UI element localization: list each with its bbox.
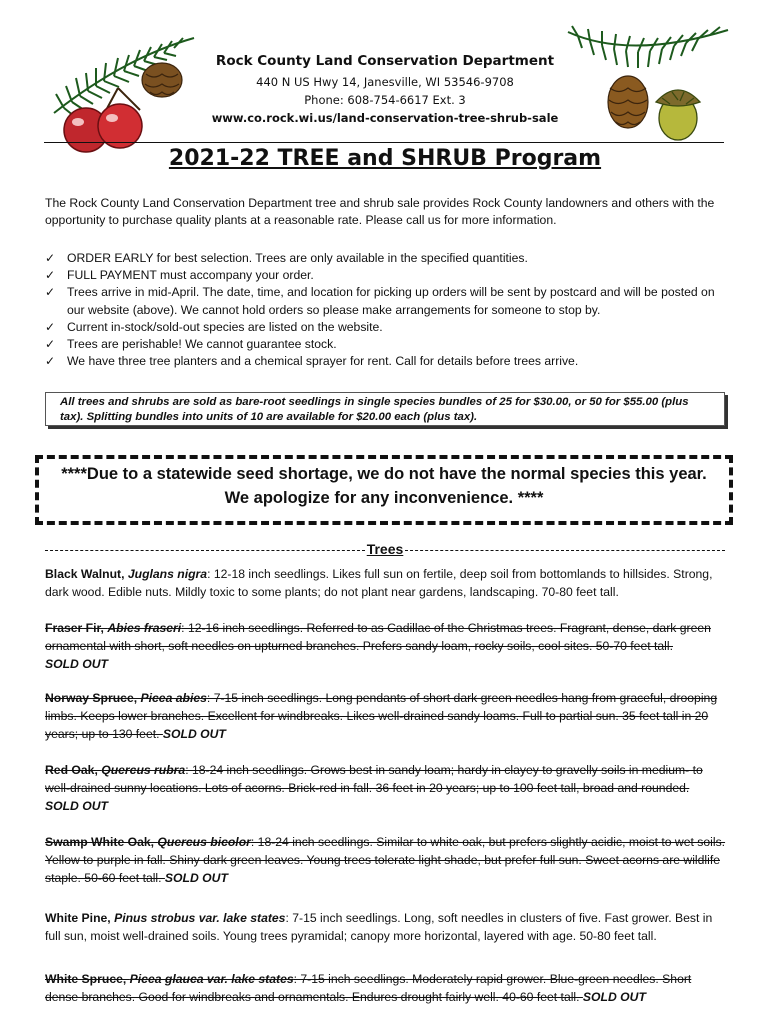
tree-description: : 12-16 inch seedlings. Referred to as Cadillac of the Christmas trees. Fragrant, dense, dark green ornamental with short, soft needles on upturned branches. Prefers sandy loam, rocky soils, cool sites. 50-70 feet tall.: [45, 621, 711, 653]
tree-common-name: White Spruce,: [45, 972, 130, 986]
phone: Phone: 608-754-6617 Ext. 3: [304, 93, 466, 107]
tree-scientific-name: Picea abies: [140, 691, 207, 705]
tree-entry-white-spruce: [45, 970, 727, 1006]
page-title: 2021-22 TREE and SHRUB Program: [168, 146, 602, 171]
tree-description: : 7-15 inch seedlings. Moderately rapid grower. Blue-green needles. Short dense branches. Good for windbreaks and ornamentals. Endures drought fairly well. 40-60 feet tall.: [45, 972, 692, 1004]
sold-out-badge: SOLD OUT: [582, 990, 646, 1004]
tree-entry-norway-spruce: [45, 689, 727, 743]
tree-entry-white-pine: [45, 909, 727, 945]
trees-section-divider: [45, 541, 725, 557]
tree-scientific-name: Juglans nigra: [127, 567, 208, 581]
website-url[interactable]: www.co.rock.wi.us/land-conservation-tree-shrub-sale: [211, 111, 559, 125]
notice-line-2: We apologize for any inconvenience. ****: [224, 489, 544, 507]
checklist: [45, 250, 735, 370]
checklist-item: ✓ Trees arrive in mid-April. The date, time, and location for picking up orders will be sent by postcard and will be posted on our website (above). We cannot hold orders so please make arrangements for someone to stop by.: [45, 284, 735, 318]
tree-scientific-name: Picea glauca var. lake states: [129, 972, 294, 986]
tree-common-name: Black Walnut,: [45, 567, 128, 581]
divider-dash-right: [405, 550, 725, 551]
checkmark-icon: ✓: [45, 251, 56, 265]
sold-out-badge: SOLD OUT: [162, 727, 226, 741]
checklist-item: ✓ ORDER EARLY for best selection. Trees are only available in the specified quantities.: [45, 250, 735, 267]
tree-entry-fraser-fir: [45, 619, 727, 673]
tree-scientific-name: Quercus bicolor: [157, 835, 251, 849]
checklist-item: ✓ We have three tree planters and a chemical sprayer for rent. Call for details before trees arrive.: [45, 353, 735, 370]
checkmark-icon: ✓: [45, 337, 56, 352]
checkmark-icon: ✓: [45, 285, 56, 300]
divider-dash-left: [45, 550, 365, 551]
tree-common-name: Swamp White Oak,: [45, 835, 158, 849]
tree-common-name: Norway Spruce,: [45, 691, 141, 705]
pinecone-acorn-clipart: [560, 20, 735, 150]
tree-common-name: Fraser Fir,: [45, 621, 108, 635]
tree-description: : 12-18 inch seedlings. Likes full sun on fertile, deep soil from bottomlands to hillsides. Strong, dark wood. Edible nuts. Mildly toxic to some plants; do not plant near gardens, landscaping. 70-80 feet tall.: [45, 567, 713, 599]
sold-out-badge: SOLD OUT: [45, 657, 108, 671]
tree-common-name: Red Oak,: [45, 763, 102, 777]
seed-shortage-notice: [35, 455, 733, 525]
tree-entry-red-oak: [45, 761, 727, 815]
header-divider: [44, 142, 724, 143]
tree-scientific-name: Quercus rubra: [101, 763, 186, 777]
tree-entry-swamp-white-oak: [45, 833, 727, 887]
checklist-item: ✓ Trees are perishable! We cannot guarantee stock.: [45, 336, 735, 353]
checklist-item: ✓ FULL PAYMENT must accompany your order.: [45, 267, 735, 284]
tree-description: : 7-15 inch seedlings. Long, soft needles in clusters of five. Fast grower. Best in full sun, moist well-drained soils. Young trees pyramidal; canopy more horizontal, layered with age. 50-80 feet tall.: [45, 911, 713, 943]
organization-name: Rock County Land Conservation Department: [215, 53, 555, 69]
tree-scientific-name: Pinus strobus var. lake states: [114, 911, 286, 925]
address: 440 N US Hwy 14, Janesville, WI 53546-9708: [256, 75, 514, 89]
tree-common-name: White Pine,: [45, 911, 115, 925]
bundle-pricing-note: All trees and shrubs are sold as bare-root seedlings in single species bundles of 25 for $30.00, or 50 for $55.00 (plus tax). Splitting bundles into units of 10 are available for $20.00 each (plus tax).: [45, 392, 725, 426]
tree-description: : 18-24 inch seedlings. Grows best in sandy loam; hardy in clayey to gravelly soils in medium- to well-drained sunny locations. Lots of acorns. Brick-red in fall. 36 feet in 20 years; up to 100 feet tall, broad and rounded.: [45, 763, 703, 795]
letterhead: [200, 53, 570, 127]
notice-line-1: ****Due to a statewide seed shortage, we do not have the normal species this year.: [61, 465, 707, 483]
intro-paragraph: The Rock County Land Conservation Department tree and shrub sale provides Rock County landowners and others with the opportunity to purchase quality plants at a reasonable rate. Please call us for more information.: [45, 196, 715, 227]
sold-out-badge: SOLD OUT: [164, 871, 228, 885]
tree-description: : 7-15 inch seedlings. Long pendants of short dark green needles hang from graceful, drooping limbs. Keeps lower branches. Excellent for windbreaks. Likes well-drained sandy loams. Full to partial sun. 35 feet tall in 20 years; up to 130 feet.: [45, 691, 718, 741]
section-heading-trees: Trees: [366, 541, 404, 557]
checkmark-icon: ✓: [45, 319, 56, 334]
tree-description: : 18-24 inch seedlings. Similar to white oak, but prefers slightly acidic, moist to wet soils. Yellow to purple in fall. Shiny dark green leaves. Young trees tolerate light shade, but prefer full sun. Sweet acorns are wildlife staple. 50-60 feet tall.: [45, 835, 726, 885]
tree-scientific-name: Abies fraseri: [107, 621, 182, 635]
sold-out-badge: SOLD OUT: [45, 799, 108, 813]
checkmark-icon: ✓: [45, 354, 56, 369]
checklist-item: ✓ Current in-stock/sold-out species are listed on the website.: [45, 319, 735, 336]
tree-entry-black-walnut: [45, 565, 727, 601]
checkmark-icon: ✓: [45, 268, 56, 283]
